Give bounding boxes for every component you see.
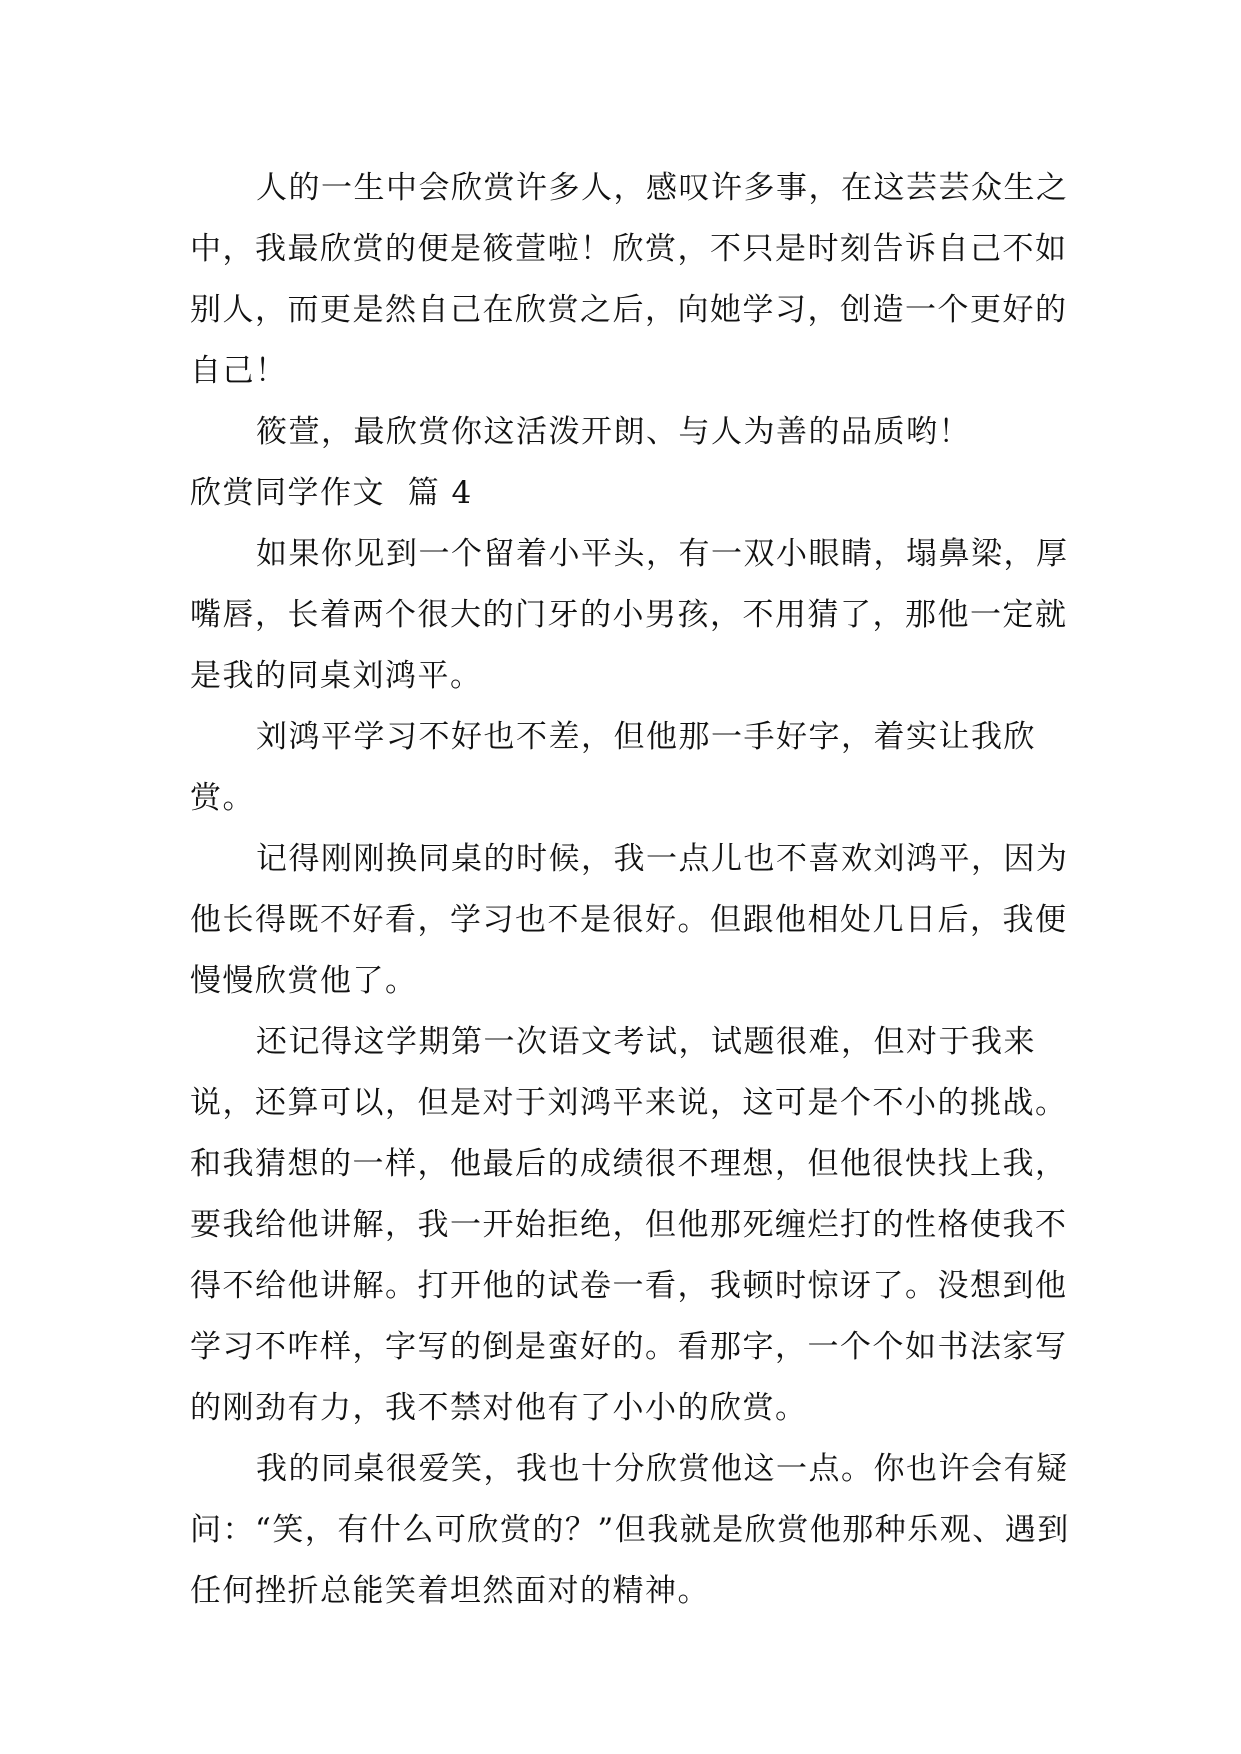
paragraph: 如果你见到一个留着小平头，有一双小眼睛，塌鼻梁，厚嘴唇，长着两个很大的门牙的小男孩，不用猜了，那他一定就是我的同桌刘鸿平。	[190, 536, 1069, 694]
paragraph: 人的一生中会欣赏许多人，感叹许多事，在这芸芸众生之中，我最欣赏的便是筱萱啦！欣赏，不只是时刻告诉自己不如别人，而更是然自己在欣赏之后，向她学习，创造一个更好的自己！	[190, 170, 1069, 389]
section-heading: 欣赏同学作文 篇 4	[190, 475, 473, 511]
paragraph: 刘鸿平学习不好也不差，但他那一手好字，着实让我欣赏。	[190, 719, 1036, 816]
document-body	[190, 158, 1070, 1622]
paragraph: 筱萱，最欣赏你这活泼开朗、与人为善的品质哟！	[256, 414, 971, 450]
paragraph: 我的同桌很爱笑，我也十分欣赏他这一点。你也许会有疑问：“笑，有什么可欣赏的？”但我就是欣赏他那种乐观、遇到任何挫折总能笑着坦然面对的精神。	[190, 1451, 1070, 1609]
paragraph: 还记得这学期第一次语文考试，试题很难，但对于我来说，还算可以，但是对于刘鸿平来说，这可是个不小的挑战。和我猜想的一样，他最后的成绩很不理想，但他很快找上我，要我给他讲解，我一开始拒绝，但他那死缠烂打的性格使我不得不给他讲解。打开他的试卷一看，我顿时惊讶了。没想到他学习不咋样，字写的倒是蛮好的。看那字，一个个如书法家写的刚劲有力，我不禁对他有了小小的欣赏。	[190, 1024, 1068, 1426]
paragraph: 记得刚刚换同桌的时候，我一点儿也不喜欢刘鸿平，因为他长得既不好看，学习也不是很好。但跟他相处几日后，我便慢慢欣赏他了。	[190, 841, 1069, 999]
